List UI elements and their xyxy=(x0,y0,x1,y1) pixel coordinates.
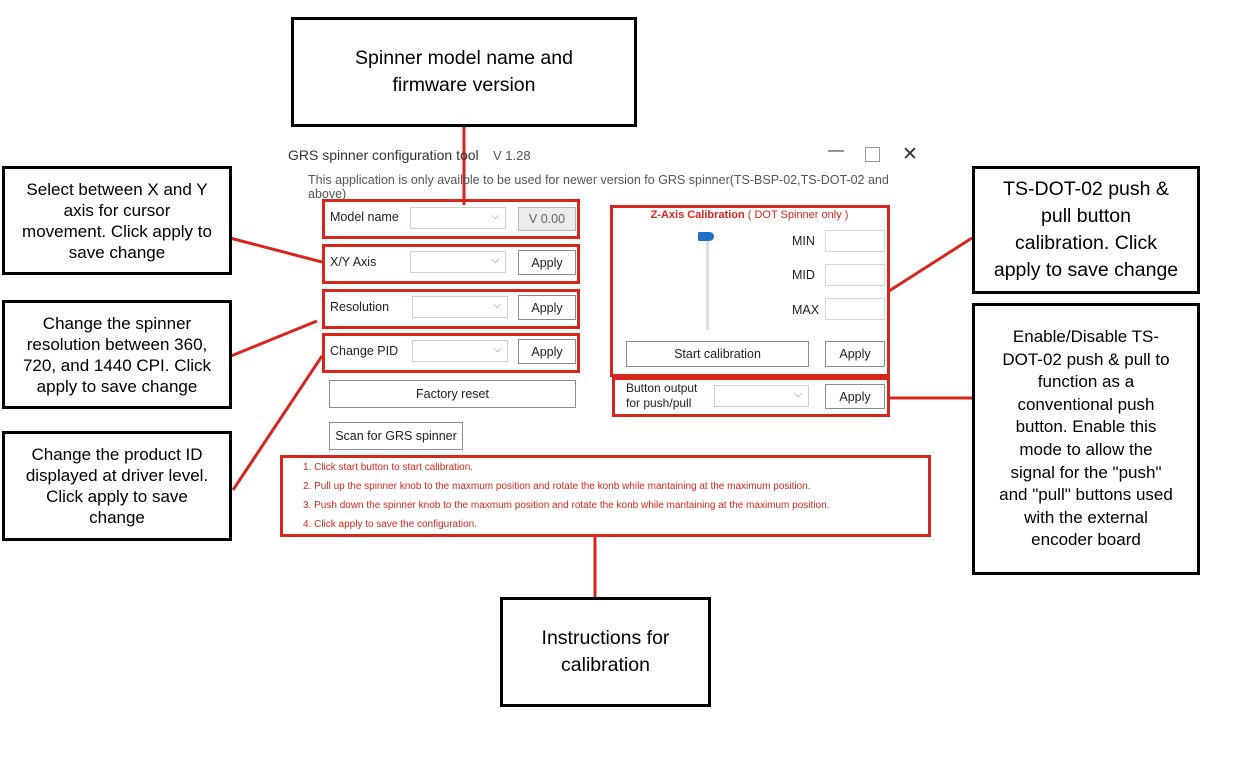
annotation-line: 720, and 1440 CPI. Click xyxy=(22,355,212,375)
annotation-model-firmware xyxy=(291,17,637,127)
chevron-down-icon: ⌵ xyxy=(493,344,501,355)
firmware-version: V 1.28 xyxy=(493,148,531,163)
instruction-step-1: 1. Click start button to start calibration. xyxy=(303,462,474,473)
annotation-line: signal for the "push" xyxy=(1010,462,1162,482)
annotation-line: Click apply to save xyxy=(46,487,188,506)
annotation-push-pull xyxy=(972,303,1200,575)
close-icon[interactable]: ✕ xyxy=(902,144,918,165)
annotation-line: movement. Click apply to xyxy=(22,221,212,241)
annotation-line: TS-DOT-02 push & xyxy=(1003,178,1169,200)
maximize-icon[interactable] xyxy=(865,147,880,162)
calibration-apply-button[interactable]: Apply xyxy=(825,341,885,367)
chevron-down-icon: ⌵ xyxy=(491,255,499,266)
annotation-line: encoder board xyxy=(1031,530,1141,550)
annotation-line: button. Enable this xyxy=(1015,417,1157,437)
annotation-line: DOT-02 push & pull to xyxy=(1002,349,1170,369)
annotation-xy-axis xyxy=(2,166,232,275)
instruction-step-4: 4. Click apply to save the configuration. xyxy=(303,519,477,530)
annotation-line: Instructions for xyxy=(541,627,670,649)
annotation-line: displayed at driver level. xyxy=(25,466,209,485)
annotation-instructions xyxy=(500,597,711,707)
calibration-note: ( DOT Spinner only ) xyxy=(747,209,849,221)
calibration-title-text: Z-Axis Calibration xyxy=(650,209,745,221)
instruction-step-3: 3. Push down the spinner knob to the maxmum position and rotate the konb while mantaining at the maximum position. xyxy=(303,500,830,511)
annotation-line: axis for cursor xyxy=(63,200,171,220)
highlight-button-output xyxy=(612,377,890,417)
annotation-line: save change xyxy=(68,242,166,262)
chevron-down-icon: ⌵ xyxy=(794,389,802,400)
highlight-instructions xyxy=(280,455,931,537)
min-label: MIN xyxy=(792,234,815,248)
annotation-line: Change the spinner xyxy=(42,313,192,333)
annotation-line: pull button xyxy=(1041,205,1131,227)
model-version-display: V 0.00 xyxy=(518,207,576,231)
mid-label: MID xyxy=(792,268,815,282)
annotation-line: apply to save change xyxy=(993,259,1179,281)
annotation-line: calibration. Click xyxy=(1015,232,1157,254)
xy-axis-label: X/Y Axis xyxy=(330,255,377,269)
change-pid-apply-button[interactable]: Apply xyxy=(518,339,576,364)
highlight-z-axis xyxy=(610,205,890,377)
resolution-label: Resolution xyxy=(330,300,390,314)
annotation-line: Select between X and Y xyxy=(26,179,208,199)
annotation-line: Enable/Disable TS- xyxy=(1012,327,1160,347)
start-calibration-button[interactable]: Start calibration xyxy=(626,341,809,367)
app-subtitle: This application is only availble to be used for newer version fo GRS spinner(TS-BSP-02,TS-DOT-02 and above) xyxy=(308,173,889,201)
chevron-down-icon: ⌵ xyxy=(491,211,499,222)
annotation-line: with the external xyxy=(1024,507,1148,527)
highlight-change-pid xyxy=(322,333,580,373)
chevron-down-icon: ⌵ xyxy=(493,300,501,311)
scan-spinner-button[interactable]: Scan for GRS spinner xyxy=(329,422,463,450)
annotation-line: apply to save change xyxy=(36,376,198,396)
change-pid-label: Change PID xyxy=(330,344,399,358)
highlight-xy-axis xyxy=(322,244,580,284)
annotation-line: and "pull" buttons used xyxy=(999,485,1173,505)
annotation-line: firmware version xyxy=(392,74,536,96)
highlight-model-name xyxy=(322,199,580,239)
annotation-pid xyxy=(2,431,232,541)
annotation-resolution xyxy=(2,300,232,409)
model-name-label: Model name xyxy=(330,210,399,224)
window-title: GRS spinner configuration tool xyxy=(288,147,479,163)
factory-reset-button[interactable]: Factory reset xyxy=(329,380,576,408)
annotation-line: conventional push xyxy=(1017,394,1155,414)
annotation-line: resolution between 360, xyxy=(26,334,208,354)
button-output-apply-button[interactable]: Apply xyxy=(825,384,885,409)
button-output-line2: for push/pull xyxy=(626,396,692,410)
resolution-apply-button[interactable]: Apply xyxy=(518,295,576,320)
highlight-resolution xyxy=(322,289,580,329)
minimize-icon[interactable]: — xyxy=(828,142,844,159)
annotation-line: change xyxy=(89,508,145,527)
annotation-line: calibration xyxy=(561,654,650,676)
max-label: MAX xyxy=(792,303,820,317)
annotation-line: Spinner model name and xyxy=(355,47,573,69)
annotation-line: mode to allow the xyxy=(1019,440,1153,459)
annotation-z-axis xyxy=(972,166,1200,294)
annotation-line: function as a xyxy=(1037,372,1135,392)
button-output-line1: Button output xyxy=(626,381,698,395)
xy-axis-apply-button[interactable]: Apply xyxy=(518,250,576,275)
annotation-line: Change the product ID xyxy=(31,445,203,464)
instruction-step-2: 2. Pull up the spinner knob to the maxmum position and rotate the konb while mantaining at the maximum position. xyxy=(303,481,811,492)
